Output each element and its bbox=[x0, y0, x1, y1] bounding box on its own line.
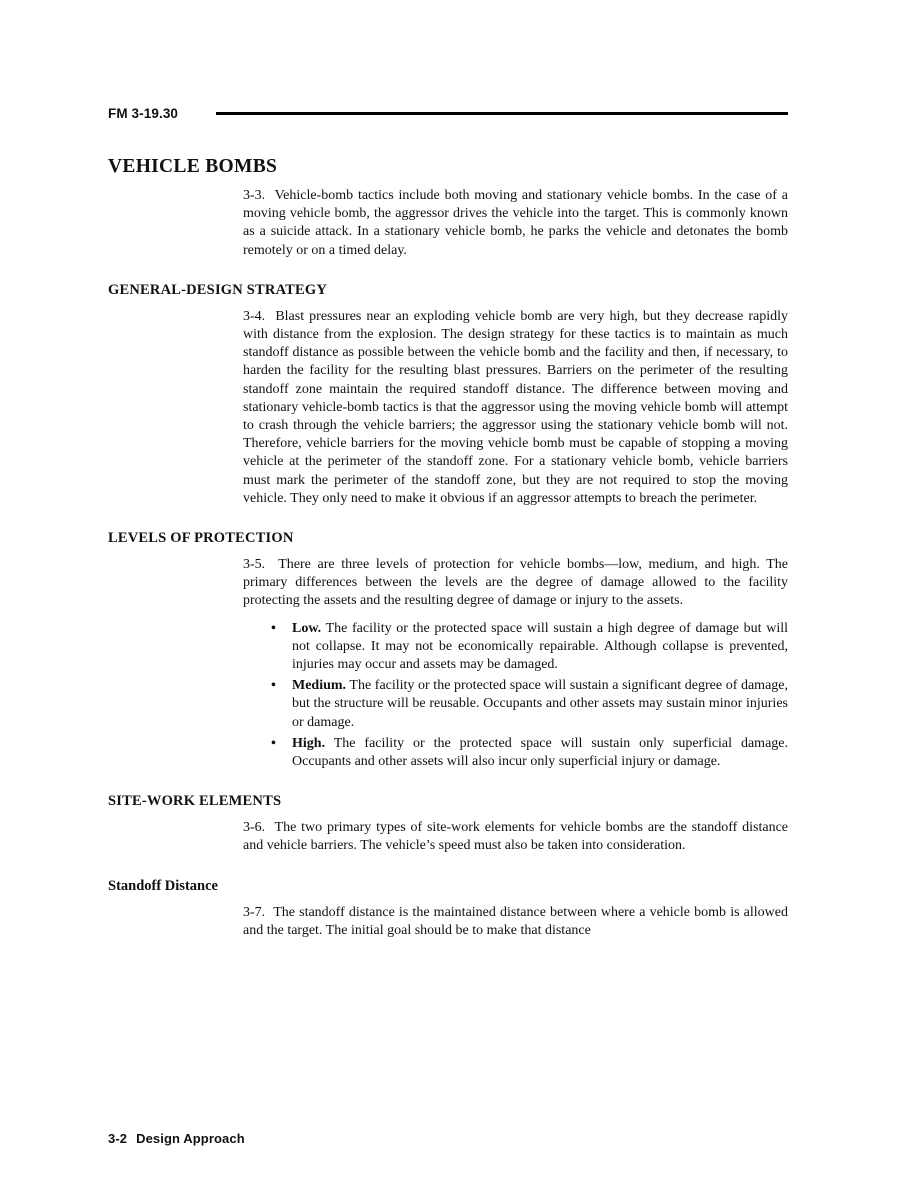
list-item-medium bbox=[243, 677, 788, 732]
list-item-term: Medium. bbox=[292, 678, 347, 694]
list-item-low bbox=[243, 620, 788, 675]
page-body bbox=[108, 155, 788, 940]
protection-levels-list bbox=[243, 620, 788, 772]
header-rule bbox=[216, 112, 788, 115]
section-heading-site-work-elements: SITE-WORK ELEMENTS bbox=[108, 793, 282, 810]
paragraph-3-3: 3-3. Vehicle-bomb tactics include both moving and stationary vehicle bombs. In the case of a moving vehicle bomb, the aggressor drives the vehicle into the target. This is commonly known as a suicide attack. In a stationary vehicle bomb, he parks the vehicle and detonates the bomb remotely or on a timed delay. bbox=[243, 188, 788, 258]
list-item-description: The facility or the protected space will sustain only superficial damage. Occupants and other assets will also incur only superficial injury or damage. bbox=[292, 735, 788, 770]
paragraph-3-6: 3-6. The two primary types of site-work elements for vehicle bombs are the standoff distance and vehicle barriers. The vehicle’s speed must also be taken into consideration. bbox=[243, 820, 788, 854]
paragraph-3-4: 3-4. Blast pressures near an exploding vehicle bomb are very high, but they decrease rapidly with distance from the explosion. The design strategy for these tactics is to maintain as much standoff distance as possible between the vehicle bomb and the facility and then, if necessary, to harden the facility for the resulting blast pressures. Barriers on the perimeter of the resulting standoff zone maintain the required standoff distance. The difference between moving and stationary vehicle-bomb tactics is that the aggressor using the moving vehicle bomb will attempt to crash through the vehicle barriers; the aggressor using the stationary vehicle bomb will not. Therefore, vehicle barriers for the moving vehicle bomb must be capable of stopping a moving vehicle at the perimeter of the standoff zone. For a stationary vehicle bomb, vehicle barriers must mark the perimeter of the standoff zone, but they are not required to stop the moving vehicle. They only need to make it obvious if an aggressor attempts to breach the perimeter. bbox=[243, 308, 788, 506]
section-heading-levels-of-protection: LEVELS OF PROTECTION bbox=[108, 530, 294, 547]
page-header bbox=[108, 103, 788, 123]
paragraph-3-5: 3-5. There are three levels of protection for vehicle bombs—low, medium, and high. The primary differences between the levels are the degree of damage allowed to the facility protecting the assets and the resulting degree of damage or injury to the assets. bbox=[243, 557, 788, 609]
page-footer bbox=[108, 1131, 245, 1146]
chapter-title: Design Approach bbox=[136, 1131, 245, 1146]
sub-heading-standoff-distance: Standoff Distance bbox=[108, 877, 218, 894]
list-item-high bbox=[243, 735, 788, 771]
bullet-icon: • bbox=[271, 735, 276, 751]
bullet-icon: • bbox=[271, 678, 276, 694]
page-number: 3-2 bbox=[108, 1131, 128, 1146]
doc-number: FM 3-19.30 bbox=[108, 105, 179, 121]
list-item-text bbox=[292, 620, 788, 675]
list-item-term: Low. bbox=[292, 620, 322, 636]
page-title: VEHICLE BOMBS bbox=[108, 156, 278, 177]
list-item-text bbox=[292, 677, 788, 732]
bullet-icon: • bbox=[271, 620, 276, 636]
list-item-description: The facility or the protected space will sustain a significant degree of damage, but the structure will be reusable. Occupants and other assets may sustain minor injuries or damage. bbox=[292, 678, 788, 730]
section-heading-general-design-strategy: GENERAL-DESIGN STRATEGY bbox=[108, 281, 328, 298]
list-item-text bbox=[292, 735, 788, 771]
list-item-description: The facility or the protected space will sustain a high degree of damage but will not collapse. It may not be economically repairable. Although collapse is prevented, injuries may occur and assets may be damaged. bbox=[292, 620, 788, 673]
paragraph-3-7: 3-7. The standoff distance is the maintained distance between where a vehicle bomb is allowed and the target. The initial goal should be to make that distance bbox=[243, 904, 788, 938]
list-item-term: High. bbox=[292, 735, 326, 751]
